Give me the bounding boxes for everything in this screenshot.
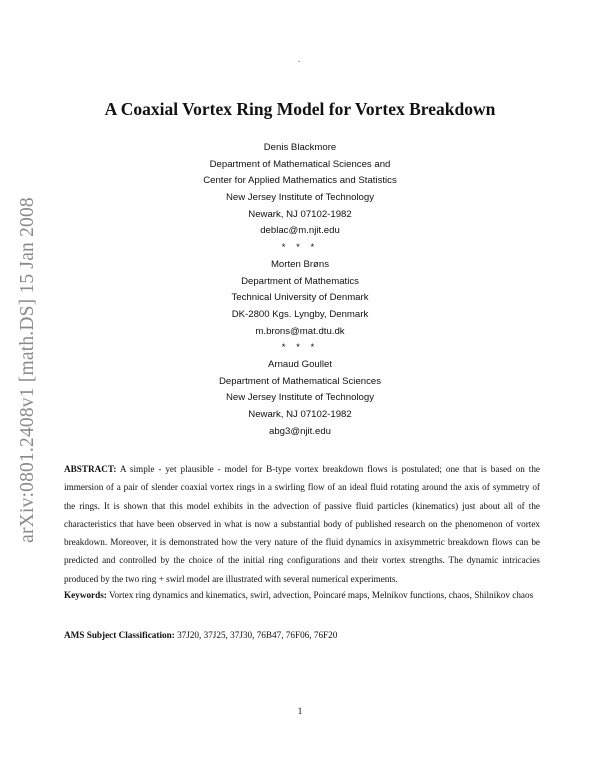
author-name: Arnaud Goullet — [268, 358, 332, 370]
keywords-paragraph — [64, 587, 540, 604]
author-affiliation-line: New Jersey Institute of Technology — [225, 392, 375, 404]
arxiv-identifier: arXiv:0801.2408v1 [math.DS] 15 Jan 2008 — [17, 197, 38, 543]
ams-label: AMS Subject Classification: — [64, 630, 175, 640]
author-affiliation-line: Department of Mathematics — [241, 275, 359, 287]
top-mark: . — [298, 55, 300, 64]
author-email: m.brons@mat.dtu.dk — [255, 325, 345, 337]
author-name: Denis Blackmore — [263, 142, 337, 153]
abstract-label: ABSTRACT: — [64, 464, 117, 474]
author-email: abg3@njit.edu — [268, 425, 332, 437]
author-affiliation-line: New Jersey Institute of Technology — [225, 192, 375, 204]
author-affiliation-line: Department of Mathematical Sciences and — [209, 158, 391, 170]
ams-text: 37J20, 37J25, 37J30, 76B47, 76F06, 76F20 — [177, 630, 338, 640]
author-affiliation-line: Department of Mathematical Sciences — [218, 375, 382, 387]
author-separator: * * * — [281, 242, 319, 254]
author-affiliation-line: Newark, NJ 07102-1982 — [248, 409, 352, 420]
author-affiliation-line: Newark, NJ 07102-1982 — [248, 208, 352, 220]
author-name: Morten Brøns — [270, 258, 330, 270]
keywords-label: Keywords: — [64, 590, 107, 600]
author-affiliation-line: Technical University of Denmark — [231, 292, 369, 304]
abstract-text: A simple - yet plausible - model for B-type vortex breakdown flows is postulated; one that is based on the immersion of a pair of slender coaxial vortex rings in a swirling flow of an ideal fluid rotating around the axis of symmetry of the rings. It is shown that this model exhibits in the advection of passive fluid particles (kinematics) just about all of the characteristics that have been observed in what is now a substantial body of published research on the phenomenon of vortex breakdown. Moreover, it is demonstrated how the very nature of the fluid dynamics in axisymmetric breakdown flows can be predicted and controlled by the choice of the initial ring configurations and their vortex strengths. The dynamic intricacies produced by the two ring + swirl model are illustrated with several numerical experiments. — [64, 464, 540, 584]
ams-classification — [64, 627, 540, 643]
author-affiliation-line: DK-2800 Kgs. Lyngby, Denmark — [231, 308, 369, 320]
abstract-paragraph — [64, 460, 540, 588]
author-separator: * * * — [281, 342, 319, 354]
author-affiliation-line: Center for Applied Mathematics and Statistics — [203, 175, 397, 187]
keywords-text: Vortex ring dynamics and kinematics, swirl, advection, Poincaré maps, Melnikov functions, chaos, Shilnikov chaos — [109, 590, 534, 600]
paper-title: A Coaxial Vortex Ring Model for Vortex Breakdown — [104, 99, 496, 119]
page-number: 1 — [297, 707, 303, 717]
author-block — [0, 140, 600, 440]
author-email: deblac@m.njit.edu — [260, 225, 340, 237]
